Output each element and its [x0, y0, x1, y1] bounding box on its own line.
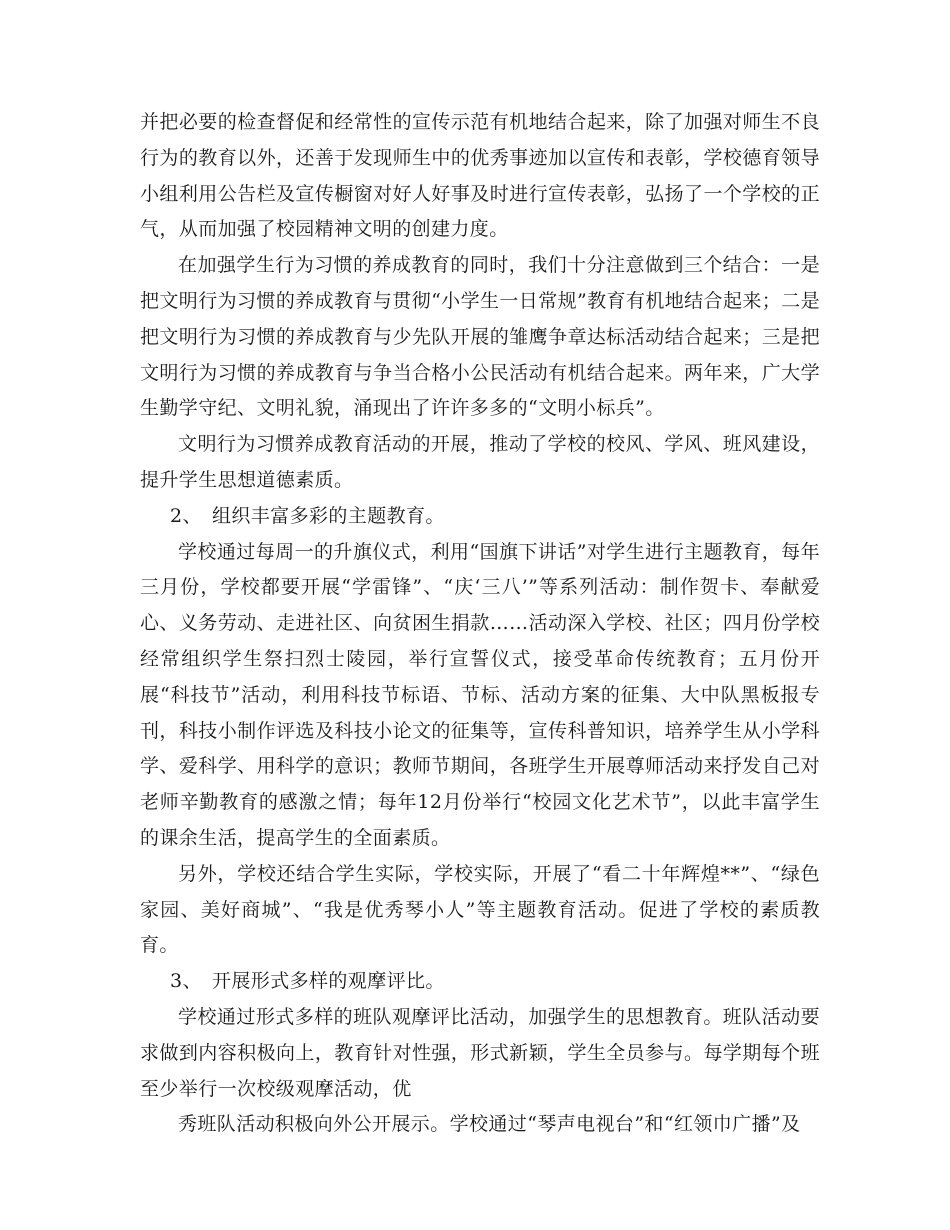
document-page: [140, 105, 820, 1143]
paragraph-2: 在加强学生行为习惯的养成教育的同时，我们十分注意做到三个结合：一是把文明行为习惯的养成教育与贯彻“小学生一日常规”教育有机地结合起来；二是把文明行为习惯的养成教育与少先队开展的雏鹰争章达标活动结合起来；三是把文明行为习惯的养成教育与争当合格小公民活动有机结合起来。两年来，广大学生勤学守纪、文明礼貌，涌现出了许许多多的“文明小标兵”。: [140, 254, 820, 420]
paragraph-3: 文明行为习惯养成教育活动的开展，推动了学校的校风、学风、班风建设，提升学生思想道德素质。: [140, 433, 820, 491]
section-number-3: 3、: [170, 970, 202, 993]
section-number-2: 2、: [170, 504, 202, 527]
paragraph-1: 并把必要的检查督促和经常性的宣传示范有机地结合起来，除了加强对师生不良行为的教育以外，还善于发现师生中的优秀事迹加以宣传和表彰，学校德育领导小组利用公告栏及宣传橱窗对好人好事及时进行宣传表彰，弘扬了一个学校的正气，从而加强了校园精神文明的创建力度。: [140, 111, 820, 241]
paragraph-5: 另外，学校还结合学生实际，学校实际，开展了“看二十年辉煌**”、“绿色家园、美好商城”、“我是优秀琴小人”等主题教育活动。促进了学校的素质教育。: [140, 862, 820, 957]
section-heading-2: [140, 499, 820, 535]
paragraph-6: 学校通过形式多样的班队观摩评比活动，加强学生的思想教育。班队活动要求做到内容积极向上，教育针对性强，形式新颖，学生全员参与。每学期每个班至少举行一次校级观摩活动，优: [140, 1005, 820, 1100]
section-heading-3: [140, 964, 820, 1000]
paragraph-7: 秀班队活动积极向外公开展示。学校通过“琴声电视台”和“红领巾广播”及: [178, 1113, 801, 1136]
section-title-3: 开展形式多样的观摩评比。: [212, 970, 445, 993]
section-title-2: 组织丰富多彩的主题教育。: [212, 504, 445, 527]
paragraph-4: 学校通过每周一的升旗仪式，利用“国旗下讲话”对学生进行主题教育，每年三月份，学校都要开展“学雷锋”、“庆‘三八’”等系列活动：制作贺卡、奉献爱心、义务劳动、走进社区、向贫困生捐款……活动深入学校、社区；四月份学校经常组织学生祭扫烈士陵园，举行宣誓仪式，接受革命传统教育；五月份开展“科技节”活动，利用科技节标语、节标、活动方案的征集、大中队黑板报专刊，科技小制作评选及科技小论文的征集等，宣传科普知识，培养学生从小学科学、爱科学、用科学的意识；教师节期间，各班学生开展尊师活动来抒发自己对老师辛勤教育的感激之情；每年12月份举行“校园文化艺术节”，以此丰富学生的课余生活，提高学生的全面素质。: [140, 540, 820, 849]
